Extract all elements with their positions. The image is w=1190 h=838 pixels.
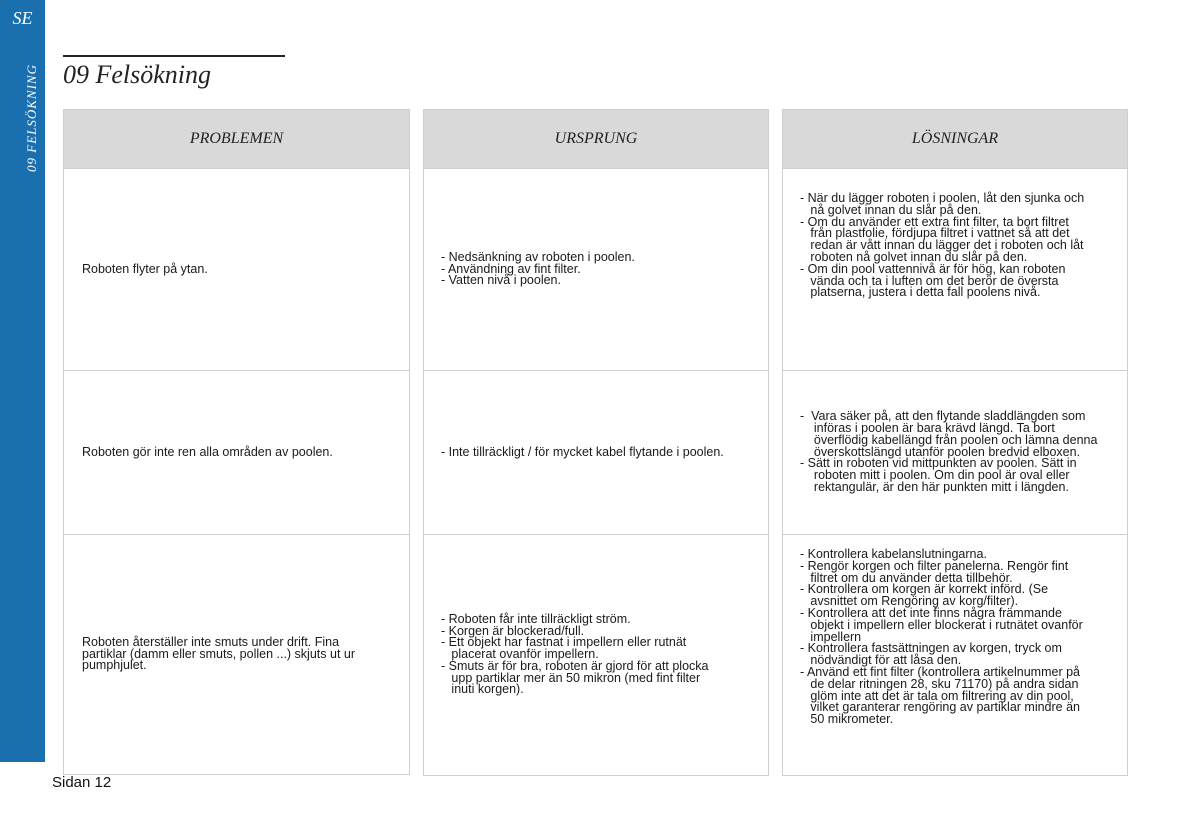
origin-text-1: - Nedsänkning av roboten i poolen. - Användning av fint filter. - Vatten nivå i poolen. bbox=[441, 249, 635, 288]
origins-column bbox=[423, 109, 769, 776]
problem-cell-2 bbox=[64, 370, 409, 534]
origins-header: URSPRUNG bbox=[424, 110, 768, 168]
page-number: Sidan 12 bbox=[52, 774, 112, 791]
sidebar-tip bbox=[0, 712, 45, 762]
page-title: 09 Felsökning bbox=[63, 60, 212, 89]
solution-cell-2 bbox=[783, 370, 1127, 534]
origin-cell-3 bbox=[424, 534, 768, 775]
origin-text-3: - Roboten får inte tillräckligt ström. - Korgen är blockerad/full. - Ett objekt har fastnat i impellern eller rutnät placerat ovanför impellern. - Smuts är för bra, roboten är gjord för att plocka upp partiklar mer än 50 mikron (med fint filter inuti korgen). bbox=[441, 611, 709, 697]
language-code: SE bbox=[12, 8, 33, 28]
solution-cell-1 bbox=[783, 168, 1127, 370]
problem-text-2: Roboten gör inte ren alla områden av poolen. bbox=[82, 444, 333, 459]
section-label: 09 FELSÖKNING bbox=[24, 64, 39, 172]
origin-cell-2 bbox=[424, 370, 768, 534]
origin-text-2: - Inte tillräckligt / för mycket kabel flytande i poolen. bbox=[441, 444, 724, 459]
problems-header: PROBLEMEN bbox=[64, 110, 409, 168]
problem-text-3: Roboten återställer inte smuts under drift. Fina partiklar (damm eller smuts, pollen ...) skjuts ut ur pumphjulet. bbox=[82, 634, 355, 673]
solution-cell-3 bbox=[783, 534, 1127, 775]
sidebar-band bbox=[0, 0, 45, 762]
title-rule bbox=[63, 55, 285, 57]
problems-column bbox=[63, 109, 410, 775]
origin-cell-1 bbox=[424, 168, 768, 370]
problem-text-1: Roboten flyter på ytan. bbox=[82, 261, 208, 276]
solution-text-3: - Kontrollera kabelanslutningarna. - Rengör korgen och filter panelerna. Rengör fint filtret om du använder detta tillbehör. - Kontrollera om korgen är korrekt införd. (Se avsnittet om Rengöring av korg/filter). - Kontrollera att det inte finns några främmande objekt i impellern eller blockerat i rutnätet ovanför impellern - Kontrollera fastsättningen av korgen, tryck om nödvändigt för att låsa den. - Använd ett fint filter (kontrollera artikelnummer på de delar ritningen 28, sku 71170) på andra sidan glöm inte att det är tala om filtrering av din pool, vilket garanterar rengöring av partiklar mindre än 50 mikrometer. bbox=[800, 547, 1083, 727]
problem-cell-1 bbox=[64, 168, 409, 370]
problem-cell-3 bbox=[64, 534, 409, 774]
solution-text-2: - Vara säker på, att den flytande sladdlängden som införas i poolen är bara krävd längd. Ta bort överflödig kabellängd från poolen och lämna denna överskottslängd utanför poolen bredvid elboxen. - Sätt in roboten vid mittpunkten av poolen. Sätt in roboten mitt i poolen. Om din pool är oval eller rektangulär, är den här punkten mitt i längden. bbox=[800, 409, 1098, 494]
solutions-column bbox=[782, 109, 1128, 776]
solutions-header: LÖSNINGAR bbox=[783, 110, 1127, 168]
solution-text-1: - När du lägger roboten i poolen, låt den sjunka och nå golvet innan du slår på den. - Om du använder ett extra fint filter, ta bort filtret från plastfolie, fördjupa filtret i vattnet så att det redan är vått innan du lägger det i roboten och låt roboten nå golvet innan du slår på den. - Om din pool vattennivå är för hög, kan roboten vända och ta i luften om det berör de översta platserna, justera i detta fall poolens nivå. bbox=[800, 191, 1085, 300]
